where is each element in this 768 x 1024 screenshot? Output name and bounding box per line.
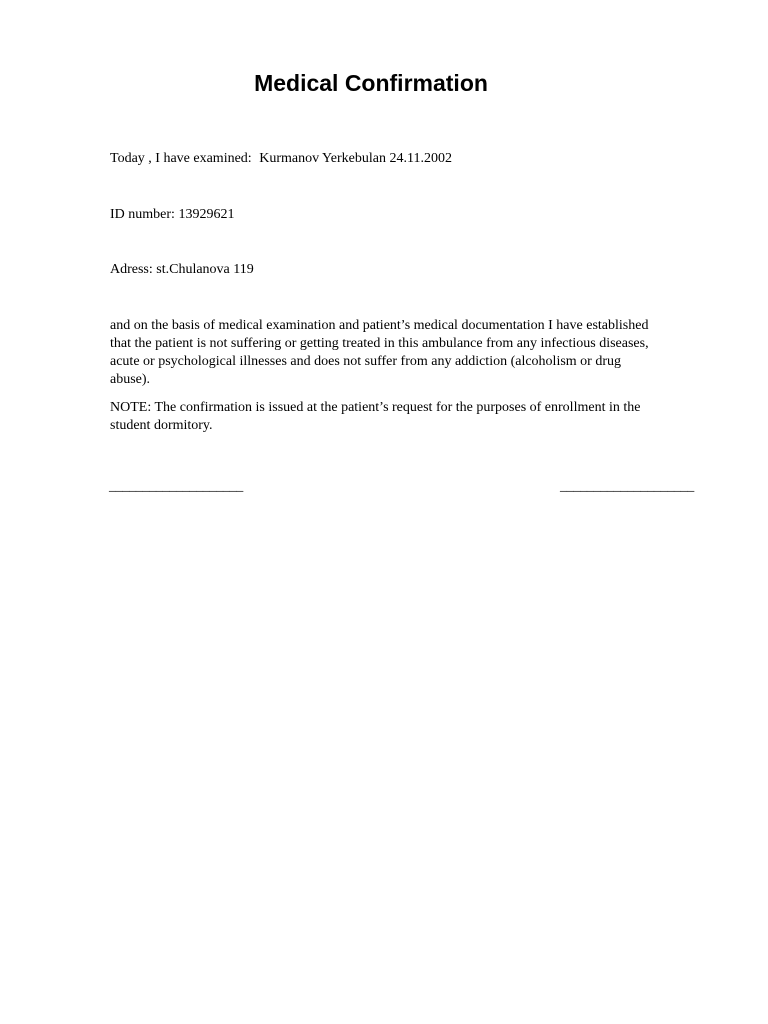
examined-label: Today , I have examined: [110, 151, 252, 166]
document-title: Medical Confirmation [254, 70, 488, 96]
note-line: NOTE: The confirmation is issued at the patient’s request for the purposes of enrollment in the [110, 400, 641, 415]
address-line [110, 261, 254, 279]
statement-line: acute or psychological illnesses and does not suffer from any addiction (alcoholism or drug [110, 354, 621, 369]
statement-paragraph [110, 317, 710, 389]
signature-line-left: ____________________ [109, 479, 244, 494]
examined-line [110, 150, 452, 168]
note-paragraph [110, 399, 710, 435]
note-line: student dormitory. [110, 418, 213, 433]
statement-line: and on the basis of medical examination and patient’s medical documentation I have established [110, 318, 649, 333]
address-label: Adress: [110, 262, 153, 277]
id-number-label: ID number: [110, 207, 175, 222]
id-number-line [110, 206, 234, 224]
patient-name-dob: Kurmanov Yerkebulan 24.11.2002 [259, 151, 452, 166]
id-number-value: 13929621 [178, 207, 235, 222]
address-value: st.Chulanova 119 [156, 262, 254, 277]
signature-line-right: ____________________ [560, 479, 695, 494]
statement-line: that the patient is not suffering or getting treated in this ambulance from any infectious diseases, [110, 336, 649, 351]
statement-line: abuse). [110, 372, 151, 387]
